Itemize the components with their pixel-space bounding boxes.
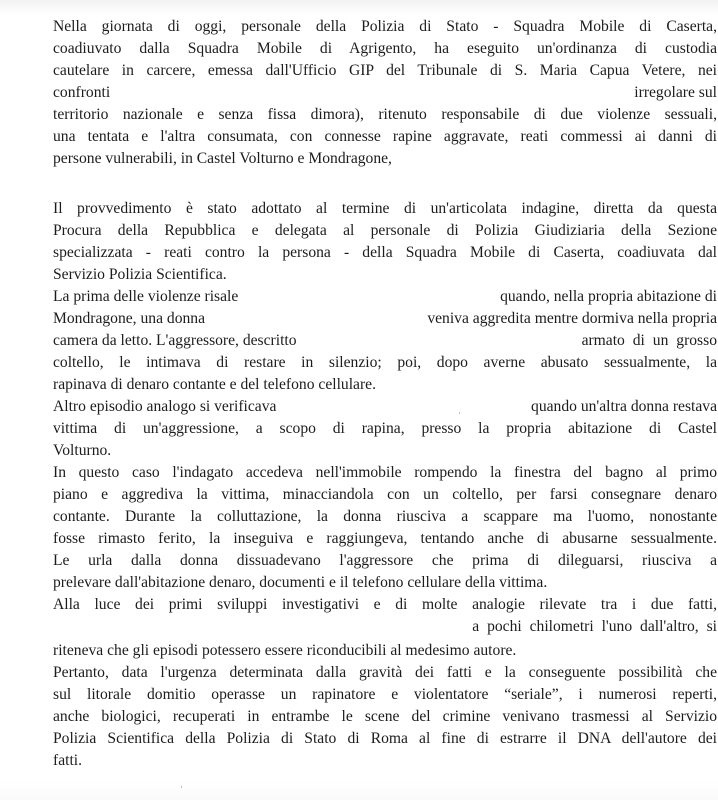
text-line: Procura della Repubblica e delegata al personale di Polizia Giudiziaria della Sezione <box>53 222 717 239</box>
text-line: specializzata - reati contro la persona - della Squadra Mobile di Caserta, coadiuvata dal <box>53 244 717 261</box>
text-line: fosse rimasto ferito, la inseguiva e raggiungeva, tentando anche di abusarne sessualmente. <box>53 530 717 547</box>
redacted-text-line <box>53 396 717 418</box>
redacted-text-line <box>53 616 717 638</box>
text-line: Volturno. <box>53 442 112 459</box>
text-segment: quando un'altra donna restava <box>531 398 717 415</box>
text-segment: La prima delle violenze risale <box>53 288 239 305</box>
text-line: Alla luce dei primi sviluppi investigativi e di molte analogie rilevate tra i due fatti, <box>53 596 717 613</box>
text-line: vittima di un'aggressione, a scopo di rapina, presso la propria abitazione di Castel <box>53 420 717 437</box>
text-line: Polizia Scientifica della Polizia di Stato di Roma al fine di estrarre il DNA dell'autore dei <box>53 730 717 747</box>
text-segment: a pochi chilometri l'uno dall'altro, si <box>472 618 717 635</box>
text-line: Nella giornata di oggi, personale della Polizia di Stato - Squadra Mobile di Caserta, <box>53 18 717 35</box>
text-line: rapinava di denaro contante e del telefono cellulare. <box>53 376 376 393</box>
text-line: In questo caso l'indagato accedeva nell'immobile rompendo la finestra del bagno al primo <box>53 464 717 481</box>
redacted-text-line <box>53 82 717 104</box>
text-segment: confronti <box>53 84 111 101</box>
text-line: Il provvedimento è stato adottato al termine di un'articolata indagine, diretta da questa <box>53 200 717 217</box>
text-segment: camera da letto. L'aggressore, descritto <box>53 332 297 349</box>
text-line: coltello, le intimava di restare in silenzio; poi, dopo averne abusato sessualmente, la <box>53 354 717 371</box>
text-line: Le urla dalla donna dissuadevano l'aggressore che prima di dileguarsi, riusciva a <box>53 552 717 569</box>
text-line: Servizio Polizia Scientifica. <box>53 266 227 283</box>
text-line: contante. Durante la colluttazione, la donna riusciva a scappare ma l'uomo, nonostante <box>53 508 717 525</box>
text-line: piano e aggrediva la vittima, minacciandola con un coltello, per farsi consegnare denaro <box>53 486 717 503</box>
text-line: prelevare dall'abitazione denaro, documenti e il telefono cellulare della vittima. <box>53 574 548 591</box>
scan-speck <box>459 412 460 414</box>
text-segment: armato di un grosso <box>581 332 717 349</box>
redacted-text-line <box>53 286 717 308</box>
text-segment: veniva aggredita mentre dormiva nella propria <box>427 310 717 327</box>
text-segment: Altro episodio analogo si verificava <box>53 398 277 415</box>
text-line: fatti. <box>53 752 83 769</box>
text-line: coadiuvato dalla Squadra Mobile di Agrigento, ha eseguito un'ordinanza di custodia <box>53 40 717 57</box>
text-segment: quando, nella propria abitazione di <box>500 288 717 305</box>
text-line: territorio nazionale e senza fissa dimora), ritenuto responsabile di due violenze sessuali, <box>53 106 717 123</box>
text-segment: Mondragone, una donna <box>53 310 206 327</box>
text-line: Pertanto, data l'urgenza determinata dalla gravità dei fatti e la conseguente possibilità che <box>53 664 717 681</box>
scan-speck <box>181 786 182 788</box>
text-line: persone vulnerabili, in Castel Volturno e Mondragone, <box>53 150 392 167</box>
text-line: cautelare in carcere, emessa dall'Ufficio GIP del Tribunale di S. Maria Capua Vetere, nei <box>53 62 717 79</box>
text-line: anche biologici, recuperati in entrambe le scene del crimine venivano trasmessi al Servizio <box>53 708 717 725</box>
text-line: riteneva che gli episodi potessero essere riconducibili al medesimo autore. <box>53 642 517 659</box>
text-segment: irregolare sul <box>634 84 717 101</box>
text-line: sul litorale domitio operasse un rapinatore e violentatore “seriale”, i numerosi reperti, <box>53 686 717 703</box>
redacted-text-line <box>53 330 717 352</box>
redacted-text-line <box>53 308 717 330</box>
text-line: una tentata e l'altra consumata, con connesse rapine aggravate, reati commessi ai danni di <box>53 128 717 145</box>
